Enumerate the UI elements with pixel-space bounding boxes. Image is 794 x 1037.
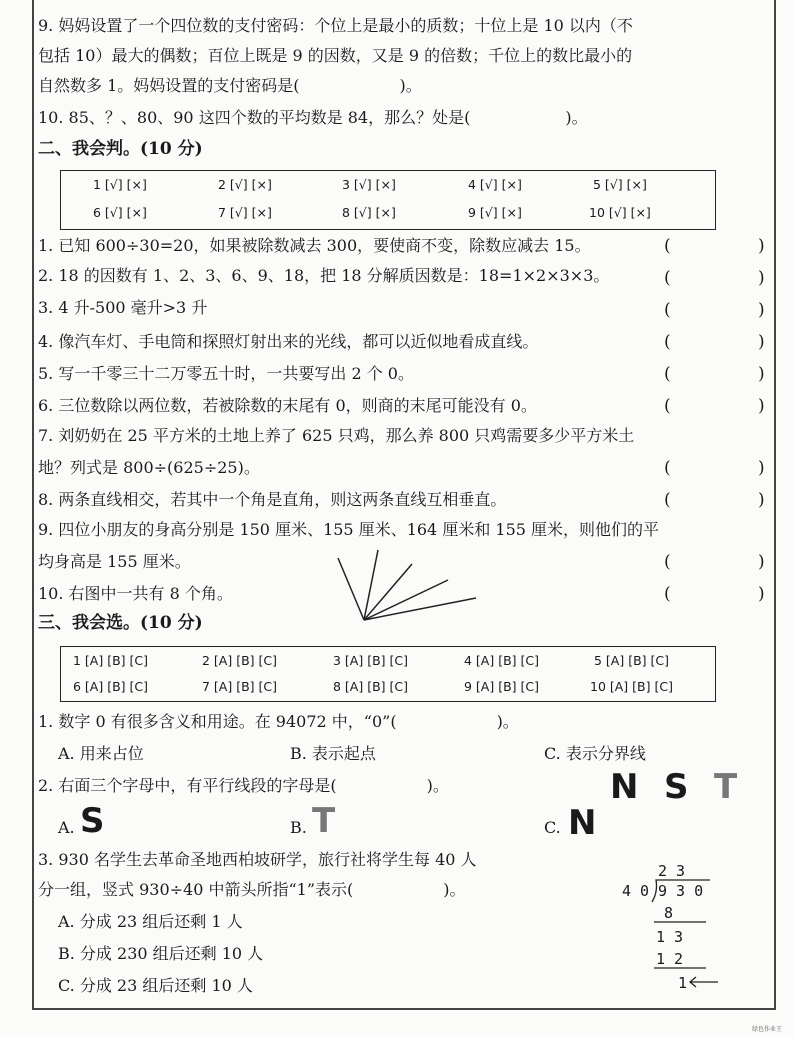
q9-line3-end: )。 <box>399 76 422 95</box>
c3-line2-text: 分一组，竖式 930÷40 中箭头所指“1”表示( <box>38 880 354 899</box>
c3-line1: 3. 930 名学生去革命圣地西柏坡研学，旅行社将学生每 40 人 <box>38 850 477 869</box>
c2-stem-end: )。 <box>426 776 449 795</box>
angle-rays-figure <box>330 540 490 630</box>
choice-sheet-cell[interactable]: 7 [A] [B] [C] <box>202 679 277 694</box>
page-border-left <box>32 0 34 1010</box>
q10-line <box>38 108 588 128</box>
c1-option-c[interactable]: C. 表示分界线 <box>544 744 646 763</box>
letter-n-figure: N <box>610 767 639 807</box>
choice-sheet-cell[interactable]: 9 [A] [B] [C] <box>464 679 539 694</box>
judge-sheet-cell[interactable]: 8 [√] [×] <box>342 205 396 220</box>
judge-sheet-cell[interactable]: 1 [√] [×] <box>93 177 147 192</box>
exam-page: 9. 妈妈设置了一个四位数的支付密码：个位上是最小的质数；十位上是 10 以内（不 包括 10）最大的偶数；百位上既是 9 的因数，又是 9 的倍数；千位上的数比最小的 自然数多 1。妈妈设置的支付密码是( )。 10. 85、？、80、90 这四个数的平均数是 84，那么？处是( )。 二、我会判。(10 分) 1 [√] [×] 2 [√] [×] 3 [√] [×] 4 [√] [×] 5 [√] [×] 6 [√] [×] 7 [√] [×] 8 [√] [×] 9 [√] [×] 10 [√] [×] 1. 已知 600÷30=20，如果被除数减去 300，要使商不变，除数应减去 15。 2. 18 的因数有 1、2、3、6、9、18，把 18 分解质因数是：18=1×2×3×3。 3. 4 升-500 毫升>3 升 4. 像汽车灯、手电筒和探照灯射出来的光线，都可以近似地看成直线。 5. 写一千零三十二万零五十时，一共要写出 2 个 0。 6. 三位数除以两位数，若被除数的末尾有 0，则商的末尾可能没有 0。 7. 刘奶奶在 25 平方米的土地上养了 625 只鸡，那么养 800 只鸡需要多少平方米土 地？列式是 800÷(625÷25)。 8. 两条直线相交，若其中一个角是直角，则这两条直线互相垂直。 9. 四位小朋友的身高分别是 150 厘米、155 厘米、164 厘米和 155 厘米，则他们的平 均身高是 155 厘米。 10. 右图中一共有 8 个角。 ( ) ( ) ( ) ( ) ( ) ( ) ( ) ( ) ( ) ( ) 三、我会选。(10 分) 1 [A] [B] [C] 2 [A] [B] [C] 3 [A] [B] [C] 4 [A] [B] [C] 5 [A] [B] [C] 6 [A] [B] [C] 7 [A] [B] [C] 8 [A] [B] [C] 9 [A] [B] [C] 10 [A] [B] [C] 1. 数字 0 有很多含义和用途。在 94072 中，“0”( )。 A. 用来占位 B. 表示起点 C. 表示分界线 2. 右面三个字母中，有平行线段的字母是( )。 N S T A. S B. T C. N 3. 930 名学生去革命圣地西柏坡研学，旅行社将学生每 40 人 分一组，竖式 930÷40 中箭头所指“1”表示( )。 A. 分成 23 组后还剩 1 人 B. 分成 230 组后还剩 10 人 C. 分成 23 组后还剩 10 人 2 3 4 0 9 3 0 8 1 3 1 2 1 绿色作业王 <box>0 0 794 1037</box>
c1-option-b[interactable]: B. 表示起点 <box>290 744 376 763</box>
division-divisor: 4 0 <box>622 882 650 900</box>
judge-item-9-cont: 均身高是 155 厘米。 <box>38 552 191 571</box>
c3-option-c[interactable]: C. 分成 23 组后还剩 10 人 <box>58 976 253 995</box>
division-step-3: 1 2 <box>656 950 684 968</box>
q10-text: 10. 85、？、80、90 这四个数的平均数是 84，那么？处是( <box>38 108 471 127</box>
c3-option-b[interactable]: B. 分成 230 组后还剩 10 人 <box>58 944 264 963</box>
choice-sheet-cell[interactable]: 2 [A] [B] [C] <box>202 653 277 668</box>
choice-sheet-cell[interactable]: 6 [A] [B] [C] <box>73 679 148 694</box>
c1-stem-end: )。 <box>496 712 519 731</box>
section3-title: 三、我会选。(10 分) <box>38 613 203 633</box>
judge-item-2: 2. 18 的因数有 1、2、3、6、9、18，把 18 分解质因数是：18=1×2×3×3。 <box>38 266 610 285</box>
judge-answer-sheet <box>60 170 716 230</box>
judge-sheet-cell[interactable]: 6 [√] [×] <box>93 205 147 220</box>
choice-sheet-cell[interactable]: 10 [A] [B] [C] <box>590 679 673 694</box>
q10-end: )。 <box>565 108 588 127</box>
choice-sheet-cell[interactable]: 8 [A] [B] [C] <box>333 679 408 694</box>
letter-t-figure: T <box>714 767 738 807</box>
section2-title: 二、我会判。(10 分) <box>38 139 203 159</box>
judge-sheet-cell[interactable]: 3 [√] [×] <box>342 177 396 192</box>
watermark-logo: 绿色作业王 <box>751 1026 782 1033</box>
c2-stem-text: 2. 右面三个字母中，有平行线段的字母是( <box>38 776 337 795</box>
c3-line2-end: )。 <box>443 880 466 899</box>
judge-item-6: 6. 三位数除以两位数，若被除数的末尾有 0，则商的末尾可能没有 0。 <box>38 396 537 415</box>
judge-item-7: 7. 刘奶奶在 25 平方米的土地上养了 625 只鸡，那么养 800 只鸡需要多少平方米土 <box>38 426 635 445</box>
page-border-right <box>774 0 776 1010</box>
division-step-1: 8 <box>664 904 674 922</box>
judge-sheet-cell[interactable]: 4 [√] [×] <box>468 177 522 192</box>
q9-line1: 9. 妈妈设置了一个四位数的支付密码：个位上是最小的质数；十位上是 10 以内（不 <box>38 16 633 35</box>
arrow-icon <box>690 977 718 987</box>
judge-item-3: 3. 4 升-500 毫升>3 升 <box>38 298 208 317</box>
page-border-bottom <box>32 1008 776 1010</box>
division-step-2: 1 3 <box>656 928 684 946</box>
q9-line3-text: 自然数多 1。妈妈设置的支付密码是( <box>38 76 300 95</box>
option-letter-s: S <box>80 801 105 841</box>
judge-sheet-cell[interactable]: 5 [√] [×] <box>593 177 647 192</box>
c2-stem <box>38 776 449 796</box>
letter-s-figure: S <box>664 767 689 807</box>
q9-line3 <box>38 76 422 96</box>
c1-option-a[interactable]: A. 用来占位 <box>58 744 144 763</box>
judge-sheet-cell[interactable]: 10 [√] [×] <box>589 205 651 220</box>
judge-sheet-cell[interactable]: 9 [√] [×] <box>468 205 522 220</box>
division-dividend: 9 3 0 <box>658 882 704 900</box>
judge-sheet-cell[interactable]: 2 [√] [×] <box>218 177 272 192</box>
judge-item-7-cont: 地？列式是 800÷(625÷25)。 <box>38 458 260 477</box>
choice-sheet-cell[interactable]: 1 [A] [B] [C] <box>73 653 148 668</box>
c3-line2 <box>38 880 466 900</box>
q9-line2: 包括 10）最大的偶数；百位上既是 9 的因数，又是 9 的倍数；千位上的数比最小的 <box>38 46 633 65</box>
choice-answer-sheet <box>60 646 716 702</box>
choice-sheet-cell[interactable]: 4 [A] [B] [C] <box>464 653 539 668</box>
judge-item-9: 9. 四位小朋友的身高分别是 150 厘米、155 厘米、164 厘米和 155 厘米，则他们的平 <box>38 520 660 539</box>
judge-sheet-cell[interactable]: 7 [√] [×] <box>218 205 272 220</box>
choice-sheet-cell[interactable]: 5 [A] [B] [C] <box>594 653 669 668</box>
judge-item-5: 5. 写一千零三十二万零五十时，一共要写出 2 个 0。 <box>38 364 414 383</box>
c1-stem-text: 1. 数字 0 有很多含义和用途。在 94072 中，“0”( <box>38 712 397 731</box>
division-remainder: 1 <box>678 974 688 992</box>
judge-item-10: 10. 右图中一共有 8 个角。 <box>38 584 233 603</box>
c3-option-a[interactable]: A. 分成 23 组后还剩 1 人 <box>58 912 243 931</box>
division-quotient: 2 3 <box>658 862 686 880</box>
judge-item-4: 4. 像汽车灯、手电筒和探照灯射出来的光线，都可以近似地看成直线。 <box>38 332 539 351</box>
option-letter-n: N <box>568 803 597 843</box>
choice-sheet-cell[interactable]: 3 [A] [B] [C] <box>333 653 408 668</box>
c1-stem <box>38 712 519 732</box>
option-letter-t: T <box>312 801 336 841</box>
judge-item-1: 1. 已知 600÷30=20，如果被除数减去 300，要使商不变，除数应减去 15。 <box>38 236 591 255</box>
judge-item-8: 8. 两条直线相交，若其中一个角是直角，则这两条直线互相垂直。 <box>38 490 507 509</box>
division-lines <box>636 876 746 996</box>
